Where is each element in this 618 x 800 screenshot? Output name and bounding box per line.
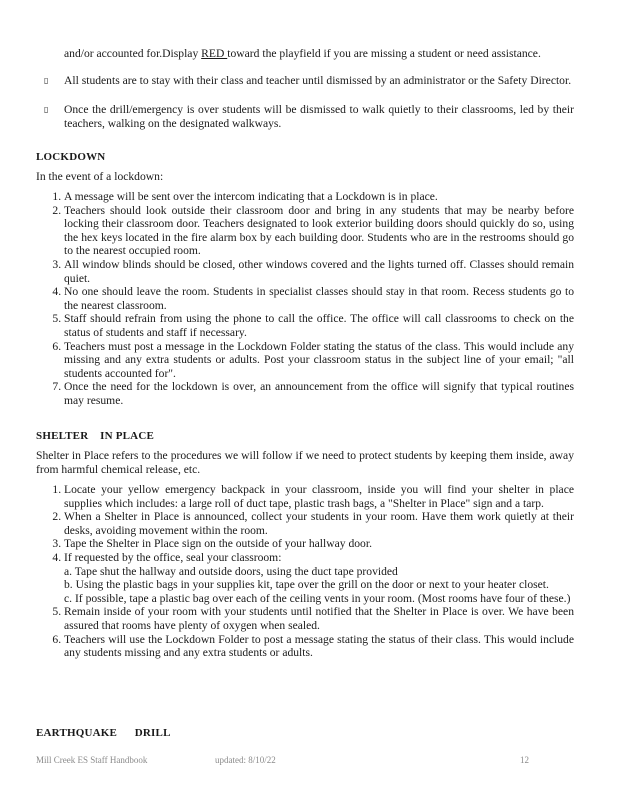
list-item: 6. Teachers must post a message in the Lockdown Folder stating the status of the class. This would include any missing and any extra students or adults. Post your classroom status in the subject line of your email; "all students accounted for". xyxy=(64,340,574,381)
bullet-text: Once the drill/emergency is over students will be dismissed to walk quietly to their classrooms, led by their teachers, walking on the designated walkways. xyxy=(64,103,574,130)
red-emphasis: RED xyxy=(201,47,228,60)
earthquake-heading-text: EARTHQUAKE DRILL xyxy=(36,727,171,739)
list-item xyxy=(64,605,574,632)
list-item xyxy=(64,633,574,660)
list-item: 7. Once the need for the lockdown is over, an announcement from the office will signify that typical routines may resume. xyxy=(64,380,574,407)
continuation-part: and/or accounted for.Display xyxy=(64,47,202,60)
bullet-text: All students are to stay with their class and teacher until dismissed by an administrator or the Safety Director. xyxy=(64,74,572,87)
shelter-heading xyxy=(36,430,154,444)
earthquake-heading xyxy=(36,727,171,741)
list-item xyxy=(64,510,574,537)
list-item: 5. Staff should refrain from using the phone to call the office. The office will call classrooms to check on the status of students and staff if necessary. xyxy=(64,312,574,339)
bullet-marker-icon: ▯ xyxy=(44,76,49,85)
shelter-intro: Shelter in Place refers to the procedures we will follow if we need to protect students by keeping them inside, away from harmful chemical release, etc. xyxy=(36,449,574,476)
bullet-item xyxy=(44,74,574,88)
lockdown-intro: In the event of a lockdown: xyxy=(36,170,164,183)
list-item: 4. No one should leave the room. Students in specialist classes should stay in that room. Recess students go to the nearest classroom. xyxy=(64,285,574,312)
list-item: 1. A message will be sent over the intercom indicating that a Lockdown is in place. xyxy=(64,190,574,204)
lockdown-heading: LOCKDOWN xyxy=(36,151,106,163)
sub-item: b. Using the plastic bags in your supplies kit, tape over the grill on the door or next to your heater closet. xyxy=(64,578,549,592)
bullet-item xyxy=(44,103,574,130)
bullet-marker-icon: ▯ xyxy=(44,105,49,114)
footer-title: Mill Creek ES Staff Handbook xyxy=(36,755,148,765)
list-item: 3. All window blinds should be closed, other windows covered and the lights turned off. Classes should remain quiet. xyxy=(64,258,574,285)
shelter-list xyxy=(36,483,574,660)
list-item-text: When a Shelter in Place is announced, collect your students in your room. Have them work quietly at their desks, avoiding movement within the room. xyxy=(64,510,574,537)
list-item-text: If requested by the office, seal your classroom: xyxy=(64,550,282,564)
sub-item: c. If possible, tape a plastic bag over each of the ceiling vents in your room. (Most rooms have four of these.) xyxy=(64,591,571,605)
list-item xyxy=(64,551,574,605)
list-item-text: Remain inside of your room with your students until notified that the Shelter in Place is over. We have been assured that rooms have plenty of oxygen when sealed. xyxy=(64,605,574,632)
page-number: 12 xyxy=(520,755,529,765)
footer-updated: updated: 8/10/22 xyxy=(215,755,276,765)
list-item-text: Tape the Shelter in Place sign on the outside of your hallway door. xyxy=(64,537,372,551)
list-item-text: Teachers will use the Lockdown Folder to post a message stating the status of their class. This would include any students missing and any extra students or adults. xyxy=(64,632,574,660)
sub-item: a. Tape shut the hallway and outside doors, using the duct tape provided xyxy=(64,564,398,578)
list-item xyxy=(64,537,574,551)
list-item xyxy=(64,483,574,510)
list-item: 2. Teachers should look outside their classroom door and bring in any students that may be nearby before locking their classroom door. Teachers designated to look exterior building doors should quickly do so, using the hex keys located in the fire alarm box by each building door. Students who are in the restrooms should go to the nearest occupied room. xyxy=(64,204,574,258)
continuation-text xyxy=(64,47,574,61)
continuation-part: toward the playfield if you are missing a student or need assistance. xyxy=(227,47,541,60)
lockdown-list xyxy=(36,190,574,408)
list-item-text: Locate your yellow emergency backpack in your classroom, inside you will find your shelter in place supplies which includes: a large roll of duct tape, plastic trash bags, a "Shelter in Place" sign and a tarp. xyxy=(64,483,574,510)
shelter-heading-text: SHELTER IN PLACE xyxy=(36,430,155,442)
